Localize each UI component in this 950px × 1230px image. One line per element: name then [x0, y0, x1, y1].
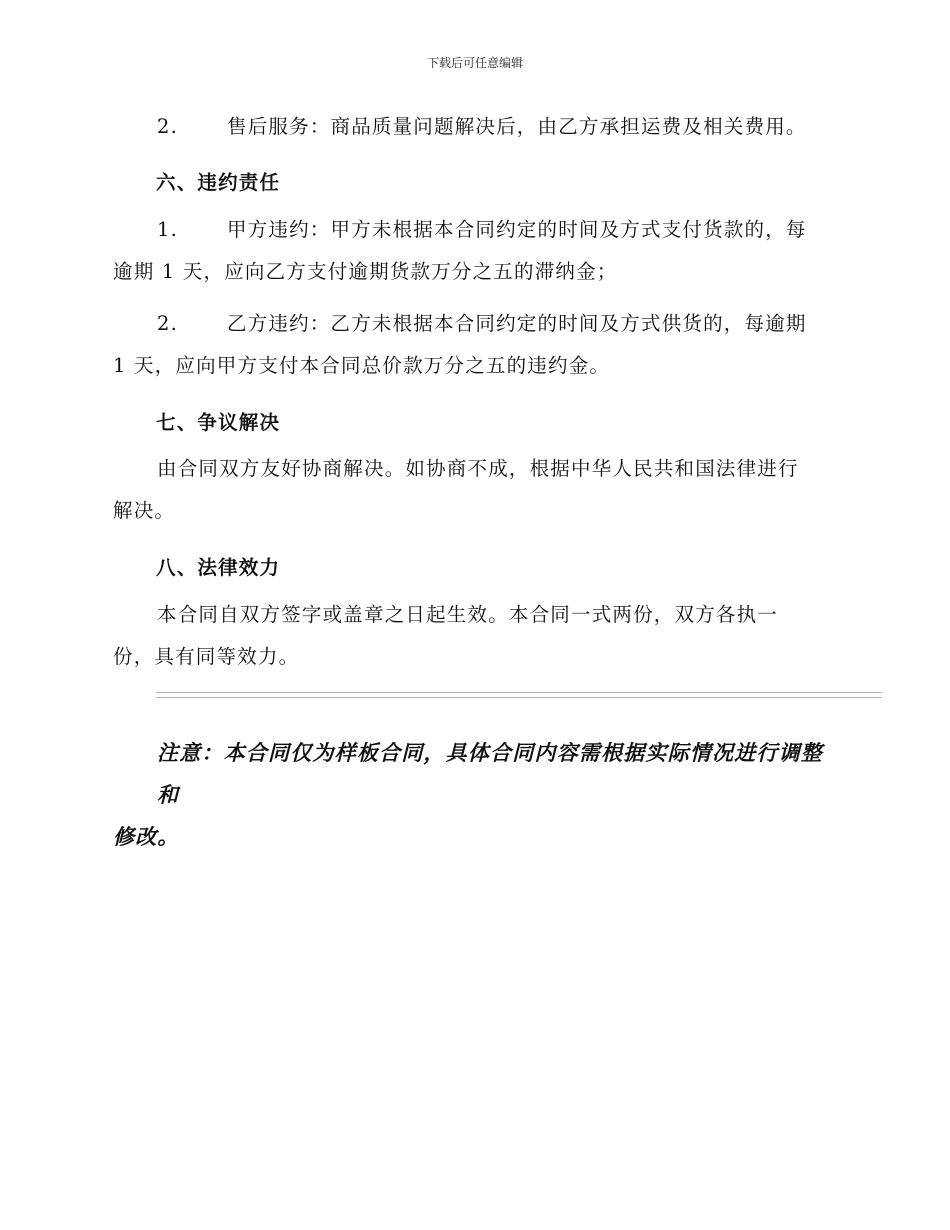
- page-header: 下载后可任意编辑: [426, 56, 523, 70]
- template-note: [113, 732, 835, 858]
- clause-text-line2: 1 天，应向甲方支付本合同总价款万分之五的违约金。: [113, 354, 611, 377]
- double-rule-divider: [156, 692, 882, 698]
- dispute-clause: [113, 448, 833, 532]
- section-heading-breach: 六、违约责任: [156, 171, 281, 194]
- note-line2: 修改。: [113, 824, 180, 849]
- clause-text-line2: 份，具有同等效力。: [113, 645, 300, 668]
- legal-effect-clause: [113, 594, 833, 678]
- clause-text-line1: 本合同自双方签字或盖章之日起生效。本合同一式两份，双方各执一: [157, 603, 779, 626]
- clause-number: 2.: [157, 312, 179, 335]
- clause-text-line2: 逾期 1 天，应向乙方支付逾期货款万分之五的滞纳金；: [113, 260, 618, 283]
- clause-number: 2.: [157, 115, 179, 138]
- section-heading-legal-effect: 八、法律效力: [156, 556, 281, 579]
- aftersales-clause: [113, 106, 833, 148]
- clause-text: 售后服务：商品质量问题解决后，由乙方承担运费及相关费用。: [227, 115, 807, 138]
- clause-number: 1.: [157, 218, 179, 241]
- breach-clause-party-b: [113, 303, 833, 387]
- clause-text-line1: 乙方违约：乙方未根据本合同约定的时间及方式供货的，每逾期: [227, 312, 807, 335]
- clause-text-line1: 由合同双方友好协商解决。如协商不成，根据中华人民共和国法律进行: [157, 457, 799, 480]
- breach-clause-party-a: [113, 209, 833, 293]
- clause-text-line1: 甲方违约：甲方未根据本合同约定的时间及方式支付货款的，每: [227, 218, 807, 241]
- clause-text-line2: 解决。: [113, 499, 176, 522]
- section-heading-dispute: 七、争议解决: [156, 411, 281, 434]
- note-line1: 注意：本合同仅为样板合同，具体合同内容需根据实际情况进行调整和: [157, 740, 823, 807]
